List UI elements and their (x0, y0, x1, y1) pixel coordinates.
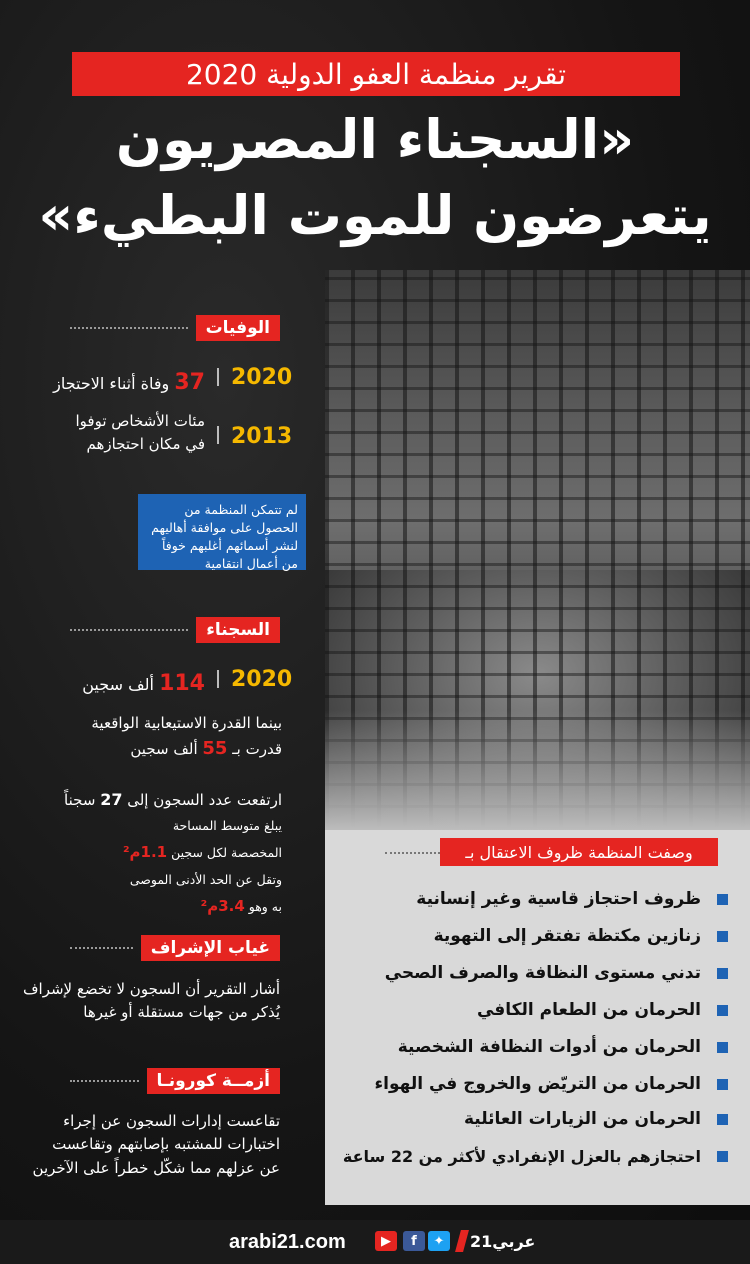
area-value1: 1.1م² (122, 843, 168, 862)
separator (217, 368, 219, 386)
condition-text: تدني مستوى النظافة والصرف الصحي (384, 963, 701, 983)
bullet-square-icon (717, 894, 728, 905)
prison-count-text (62, 788, 282, 813)
condition-item (348, 1034, 728, 1060)
prisoners-section-header (70, 617, 280, 643)
bullet-square-icon (717, 1005, 728, 1016)
area-text (82, 814, 282, 921)
bullet-square-icon (717, 1151, 728, 1162)
area-line4-prefix: به وهو (248, 899, 282, 914)
conditions-title-text: وصفت المنظمة ظروف الاعتقال بـ (465, 842, 693, 862)
prisoners-label: السجناء (196, 617, 280, 643)
condition-text: ظروف احتجاز قاسية وغير إنسانية (416, 889, 701, 909)
condition-text: احتجازهم بالعزل الإنفرادي لأكثر من 22 ساعة (342, 1146, 701, 1166)
prisoners-count: 114 (159, 671, 205, 696)
oversight-text (22, 978, 280, 1025)
photo-fade (325, 710, 750, 830)
bullet-square-icon (717, 931, 728, 942)
bullet-square-icon (717, 1042, 728, 1053)
prisoners-count-label: ألف سجين (82, 675, 154, 694)
condition-text: الحرمان من الزيارات العائلية (463, 1109, 701, 1129)
oversight-line1: أشار التقرير أن السجون لا تخضع لإشراف (22, 980, 280, 998)
corona-text (32, 1110, 280, 1180)
condition-text: زنازين مكتظة تفتقر إلى التهوية (433, 926, 701, 946)
area-line2 (82, 838, 282, 867)
headline-line-1: «السجناء المصريون (115, 108, 635, 171)
capacity-line2 (62, 735, 282, 763)
oversight-label: غياب الإشراف (141, 935, 280, 961)
corona-section-header (70, 1068, 280, 1094)
deaths-year-2013: 2013 (231, 424, 293, 449)
condition-item (348, 1106, 728, 1132)
youtube-icon[interactable]: ▶ (375, 1231, 397, 1251)
deaths-2013-line2: في مكان احتجازهم (86, 435, 205, 454)
bullet-square-icon (717, 1114, 728, 1125)
corona-line1: تقاعست إدارات السجون عن إجراء (63, 1112, 280, 1130)
corona-label: أزمــة كورونـا (147, 1068, 280, 1094)
banner-text: تقرير منظمة العفو الدولية 2020 (185, 57, 567, 91)
corona-line2: اختبارات للمشتبه بإصابتهم وتقاعست (52, 1135, 280, 1154)
deaths-label: الوفيات (196, 315, 280, 341)
deaths-2020-stat (53, 366, 205, 400)
capacity-line1: بينما القدرة الاستيعابية الواقعية (91, 714, 282, 732)
area-line1: يبلغ متوسط المساحة (172, 818, 282, 833)
deaths-year-2020: 2020 (231, 365, 293, 390)
prison-photo (325, 270, 750, 830)
capacity-number: 55 (202, 738, 228, 760)
area-line2-prefix: المخصصة لكل سجين (171, 845, 282, 861)
separator (217, 670, 219, 688)
section-divider (70, 629, 188, 631)
headline-line-2: يتعرضون للموت البطيء» (38, 184, 712, 247)
report-banner (72, 52, 680, 96)
facebook-icon[interactable]: f (403, 1231, 425, 1251)
condition-item (342, 1143, 728, 1169)
section-divider (70, 327, 188, 329)
count-number: 27 (100, 790, 123, 809)
condition-item (348, 886, 728, 912)
deaths-count-label: وفاة أثناء الاحتجاز (53, 374, 170, 393)
prisoners-2020-stat (82, 667, 205, 701)
area-value2: 3.4م² (200, 897, 245, 915)
count-suffix: سجناً (64, 791, 96, 809)
capacity-text (62, 712, 282, 763)
condition-item (348, 923, 728, 949)
condition-text: الحرمان من التريّض والخروج في الهواء (374, 1074, 701, 1094)
site-link[interactable]: arabi21.com (229, 1231, 346, 1253)
area-line4 (82, 892, 282, 921)
deaths-2013-line1: مئات الأشخاص توفوا (75, 412, 205, 430)
separator (217, 426, 219, 444)
condition-item (348, 1071, 728, 1097)
deaths-count: 37 (174, 370, 205, 395)
oversight-section-header (70, 935, 280, 961)
conditions-divider (385, 852, 440, 854)
count-prefix: ارتفعت عدد السجون إلى (127, 791, 282, 809)
deaths-note-box: لم تتمكن المنظمة من الحصول على موافقة أهاليهم لنشر أسمائهم أغلبهم خوفاً من أعمال انتقامية (138, 494, 306, 570)
corona-line3: عن عزلهم مما شكّل خطراً على الآخرين (32, 1158, 280, 1177)
deaths-2013-stat (76, 410, 205, 457)
deaths-section-header (70, 315, 280, 341)
area-line3: وتقل عن الحد الأدنى الموصى (129, 871, 282, 887)
condition-text: الحرمان من أدوات النظافة الشخصية (397, 1037, 701, 1057)
section-divider (70, 947, 133, 949)
condition-text: الحرمان من الطعام الكافي (476, 1000, 701, 1020)
section-divider (70, 1080, 139, 1082)
capacity-suffix: ألف سجين (130, 740, 198, 759)
twitter-icon[interactable]: ✦ (428, 1231, 450, 1251)
conditions-title (440, 838, 718, 866)
prisoners-year-2020: 2020 (231, 667, 293, 692)
condition-item (348, 997, 728, 1023)
bullet-square-icon (717, 968, 728, 979)
oversight-line2: يُذكر من جهات مستقلة أو غيرها (83, 1003, 280, 1022)
bullet-square-icon (717, 1079, 728, 1090)
capacity-prefix: قدرت بـ (232, 740, 282, 759)
condition-item (348, 960, 728, 986)
logo: عربي21 (470, 1232, 536, 1251)
